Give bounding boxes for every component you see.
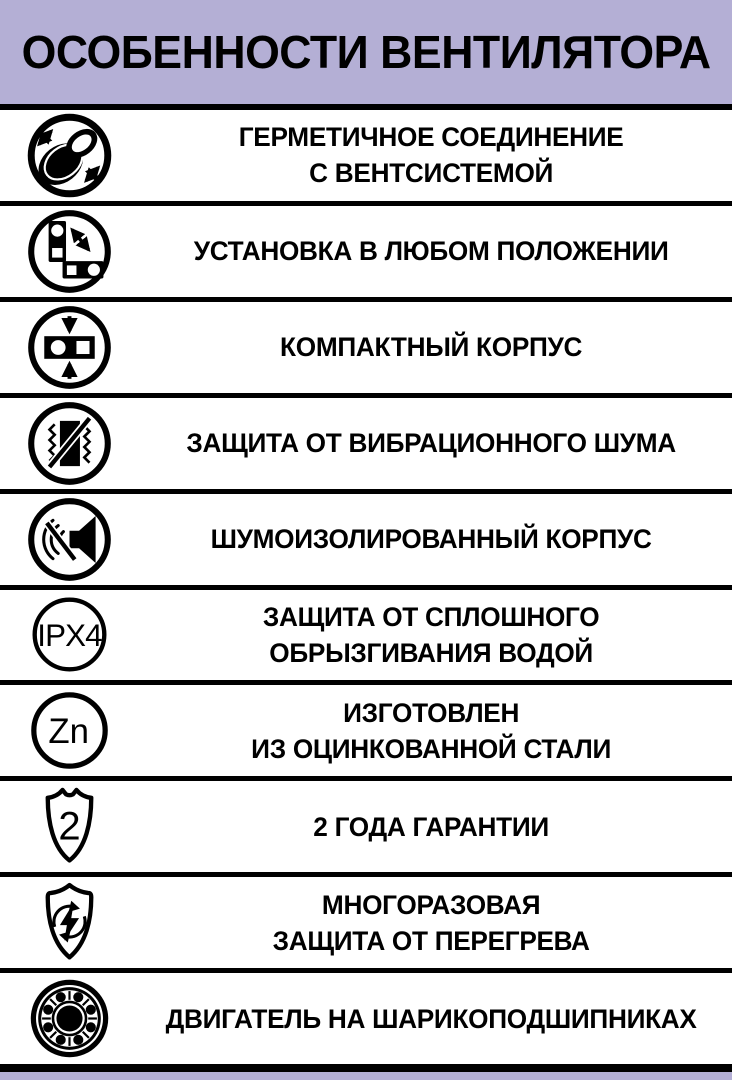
feature-text xyxy=(147,695,723,767)
duct-connection-icon xyxy=(26,112,113,199)
feature-text xyxy=(147,329,723,365)
svg-text:IPX4: IPX4 xyxy=(36,618,102,654)
feature-text-line: ИЗГОТОВЛЕН xyxy=(343,697,520,728)
feature-icon-slot xyxy=(0,208,138,295)
feature-text-line: ИЗ ОЦИНКОВАННОЙ СТАЛИ xyxy=(251,733,612,764)
feature-row xyxy=(0,494,732,585)
feature-text-line: 2 ГОДА ГАРАНТИИ xyxy=(313,811,549,842)
overheat-protection-icon xyxy=(26,879,113,966)
feature-text-line: ЗАЩИТА ОТ СПЛОШНОГО xyxy=(262,601,600,632)
feature-text xyxy=(147,521,723,557)
zinc-icon xyxy=(26,687,113,774)
feature-icon-slot xyxy=(0,304,138,391)
feature-text-line: МНОГОРАЗОВАЯ xyxy=(321,889,541,920)
feature-icon-slot xyxy=(0,687,138,774)
feature-text-line: ОБРЫЗГИВАНИЯ ВОДОЙ xyxy=(269,637,593,668)
ball-bearing-icon xyxy=(26,975,113,1062)
feature-text-line: ЗАЩИТА ОТ ВИБРАЦИОННОГО ШУМА xyxy=(186,428,676,459)
compact-body-icon xyxy=(26,304,113,391)
feature-icon-slot xyxy=(0,112,138,199)
svg-text:Zn: Zn xyxy=(47,712,89,752)
feature-icon-slot xyxy=(0,879,138,966)
feature-row xyxy=(0,781,732,872)
feature-text xyxy=(147,809,723,845)
feature-row xyxy=(0,302,732,393)
feature-text-line: С ВЕНТСИСТЕМОЙ xyxy=(309,158,554,189)
feature-text-line: ДВИГАТЕЛЬ НА ШАРИКОПОДШИПНИКАХ xyxy=(165,1003,697,1034)
page-title: ОСОБЕННОСТИ ВЕНТИЛЯТОРА xyxy=(21,26,711,78)
feature-text xyxy=(147,599,723,671)
any-position-icon xyxy=(26,208,113,295)
feature-row xyxy=(0,877,732,968)
feature-icon-slot xyxy=(0,783,138,870)
feature-row xyxy=(0,685,732,776)
feature-row xyxy=(0,206,732,297)
svg-text:2: 2 xyxy=(57,804,81,849)
bottom-divider xyxy=(0,1064,732,1072)
feature-text xyxy=(147,233,723,269)
feature-icon-slot xyxy=(0,400,138,487)
vibration-noise-protection-icon xyxy=(26,400,113,487)
footer-accent-bar xyxy=(0,1072,732,1080)
page-header xyxy=(0,0,732,104)
features-list xyxy=(0,110,732,1064)
feature-icon-slot xyxy=(0,975,138,1062)
feature-text xyxy=(147,887,723,959)
warranty-shield-icon xyxy=(26,783,113,870)
feature-row xyxy=(0,110,732,201)
feature-row xyxy=(0,398,732,489)
feature-text xyxy=(147,425,723,461)
feature-text-line: УСТАНОВКА В ЛЮБОМ ПОЛОЖЕНИИ xyxy=(193,236,669,267)
feature-row xyxy=(0,973,732,1064)
feature-icon-slot xyxy=(0,591,138,678)
feature-text-line: ШУМОИЗОЛИРОВАННЫЙ КОРПУС xyxy=(210,524,652,555)
feature-row xyxy=(0,590,732,681)
soundproof-body-icon xyxy=(26,496,113,583)
feature-text-line: ЗАЩИТА ОТ ПЕРЕГРЕВА xyxy=(272,925,590,956)
feature-text xyxy=(147,119,723,191)
feature-text-line: КОМПАКТНЫЙ КОРПУС xyxy=(280,332,583,363)
feature-icon-slot xyxy=(0,496,138,583)
feature-text-line: ГЕРМЕТИЧНОЕ СОЕДИНЕНИЕ xyxy=(238,122,624,153)
ipx4-icon xyxy=(26,591,113,678)
feature-text xyxy=(147,1001,723,1037)
